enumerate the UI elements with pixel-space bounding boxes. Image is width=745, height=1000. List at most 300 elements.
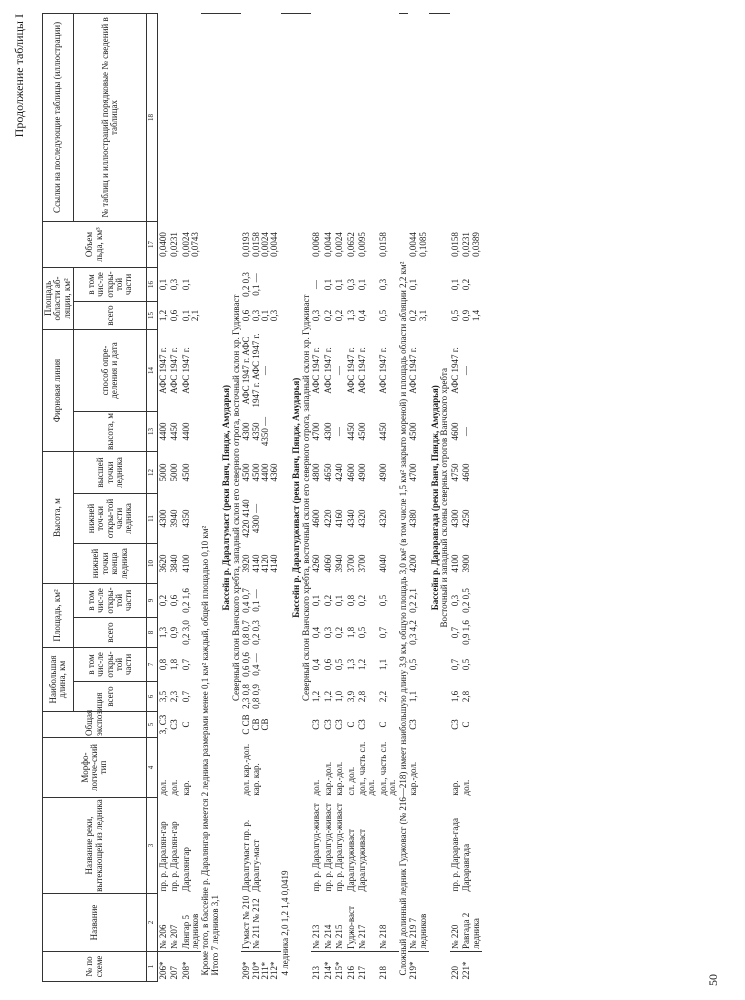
area-total: 0,8 0,7 0,2 0,3 — [241, 620, 261, 645]
height-end: 4060 — [322, 554, 333, 573]
length-open: 0,6 0,6 0,4 — — [241, 652, 261, 677]
height-top: 5000 — [157, 463, 168, 482]
header-name: Название — [43, 894, 147, 952]
table-row — [181, 13, 202, 981]
row-number: 216 — [346, 952, 357, 982]
ice-volume: 0,0095 — [356, 232, 367, 257]
height-end: 3700 — [356, 554, 367, 573]
morph-type: кар.-дол. — [334, 761, 345, 796]
area-total: 0,9 1,6 — [461, 620, 472, 645]
column-number: 11 — [147, 493, 157, 543]
firn-height: 4450 — [345, 422, 356, 441]
header-height-open-low: нижней точ-ки откры-той части ледника — [74, 493, 147, 543]
ablation-open: — — [311, 279, 322, 289]
length-total: 0,7 — [180, 690, 191, 703]
ice-volume: 0,0652 — [345, 232, 356, 257]
height-open: 4250 — [461, 509, 472, 528]
morph-type: сл. дол. — [345, 766, 356, 796]
ablation-open: 0,1 — [157, 278, 168, 291]
row-number: 206* — [157, 952, 169, 982]
area-total: 0,2 3,0 — [180, 620, 191, 645]
exposure: СЗ — [322, 719, 333, 730]
glacier-name: № 219 7 ледников — [408, 913, 428, 949]
height-top: 4600 — [345, 463, 356, 482]
ice-volume: 0,0044 — [322, 232, 333, 257]
area-total: 1,8 — [345, 626, 356, 639]
subheading-text: Восточный и западный склоны северных отрогов Ванчского хребта — [440, 13, 449, 981]
glacier-name: № 218 — [377, 924, 388, 949]
river-name: пр. р. Даралгуд-живаст — [322, 803, 333, 892]
ablation-total: 0,6 — [169, 309, 180, 322]
area-open: 0,1 — [311, 594, 322, 607]
length-open: 0,4 — [311, 658, 322, 671]
area-total: 0,3 — [322, 626, 333, 639]
morph-type: дол. — [157, 779, 168, 796]
header-ablation-open: в том чис-ле откры-той части — [74, 267, 147, 301]
header-refs: Ссылки на последующие таблицы (иллюстрации) — [43, 13, 74, 221]
header-refs-sub: № таблиц и иллюстраций порядковые № сведений в таблицах — [74, 13, 147, 221]
area-open: 0,1 — [334, 594, 345, 607]
slope-subheading — [232, 13, 241, 981]
morph-type: дол., часть сл. дол. — [377, 741, 398, 796]
height-open: 4220 — [322, 509, 333, 528]
firn-height: 4500 — [356, 422, 367, 441]
note-text: 4 ледника 2,0 1,2 1,4 0,0419 — [281, 13, 290, 981]
ice-volume: 0,0068 — [311, 232, 322, 257]
row-number: 215* — [334, 952, 345, 982]
ablation-open: 0,1 — [322, 278, 333, 291]
refs — [334, 13, 345, 221]
column-number: 17 — [147, 221, 157, 267]
header-length: Наибольшая длина, км — [43, 647, 74, 711]
refs — [323, 13, 334, 221]
area-open: 0,2 — [157, 594, 168, 607]
firn-method: АФС 1947 г. — [377, 347, 388, 394]
glacier-table — [42, 13, 482, 982]
height-open: 4300 — [449, 509, 460, 528]
firn-method: АФС 1947 г. — [408, 347, 419, 394]
length-total: 3,5 — [157, 690, 168, 703]
refs — [169, 13, 180, 221]
firn-height: 4600 — [449, 422, 460, 441]
area-total: 0,7 — [377, 626, 388, 639]
height-top: 4750 — [449, 463, 460, 482]
header-length-total: всего — [74, 682, 147, 712]
ice-volume: 0,0024 0,0743 — [180, 232, 200, 257]
height-open: 4320 — [377, 509, 388, 528]
basin-heading — [220, 13, 231, 981]
firn-method: АФС 1947 г. — [322, 347, 333, 394]
length-open: 1,2 — [356, 658, 367, 671]
height-open: 4160 — [334, 509, 345, 528]
height-end: 4100 — [180, 554, 191, 573]
height-top: 4900 — [377, 463, 388, 482]
table-header — [43, 13, 158, 981]
firn-height: 4450 — [377, 422, 388, 441]
morph-type: кар. — [449, 780, 460, 796]
height-top: 4500 4500 4400 4360 — [241, 463, 280, 482]
row-number: 207 — [169, 952, 180, 982]
morph-type: дол. — [311, 779, 322, 796]
area-total: 0,7 — [449, 626, 460, 639]
note-text: Итого 7 ледников 3,1 — [211, 13, 220, 981]
column-number: 9 — [147, 583, 157, 617]
row-number: 221* — [461, 952, 482, 982]
morph-type: кар.-дол. — [408, 761, 419, 796]
length-total: 2,3 0,8 0,8 0,9 — [241, 684, 261, 709]
column-number: 12 — [147, 451, 157, 493]
table-note — [211, 13, 220, 981]
river-name: пр. р. Даралгуд-живаст — [334, 803, 345, 892]
ablation-total: 1,3 — [345, 309, 356, 322]
river-name: Даралянгар — [180, 847, 191, 892]
firn-height: 4400 — [157, 422, 168, 441]
table-row — [323, 13, 334, 981]
column-number: 15 — [147, 301, 157, 329]
river-name: пр. р. Даралян-гар — [169, 821, 180, 892]
height-end: 3900 — [461, 554, 472, 573]
row-number: 218 — [378, 952, 399, 982]
length-total: 1,2 — [311, 690, 322, 703]
height-end: 3700 — [345, 554, 356, 573]
subheading-text: Северный склон Ванчского хребта, восточный склон его северного отрога, западный склон хр. Гудживаст — [302, 13, 311, 981]
table-row — [169, 13, 180, 981]
row-number: 208* — [181, 952, 202, 982]
exposure: СЗ — [449, 719, 460, 730]
table-row — [450, 13, 461, 981]
length-open: 1,1 — [377, 658, 388, 671]
header-area-open: в том чис-ле откры-той части — [74, 583, 147, 617]
length-open: 0,6 — [322, 658, 333, 671]
area-total: 1,3 — [157, 626, 168, 639]
header-length-open: в том чис-ле откры-той части — [74, 647, 147, 681]
exposure: СЗ — [408, 719, 419, 730]
height-open: 4340 — [345, 509, 356, 528]
ablation-total: 0,2 — [334, 309, 345, 322]
morph-type: дол., часть сл. дол. — [356, 741, 377, 796]
ablation-open: 0,1 — [408, 278, 419, 291]
length-total: 3,9 — [345, 690, 356, 703]
length-total: 1,2 — [322, 690, 333, 703]
height-top: 4700 — [408, 463, 419, 482]
morph-type: кар.-дол. — [322, 761, 333, 796]
height-end: 4100 — [449, 554, 460, 573]
continuation-title: Продолжение таблицы I — [12, 14, 26, 138]
length-total: 2,2 — [377, 690, 388, 703]
exposure: СЗ — [356, 719, 367, 730]
exposure: СЗ — [334, 719, 345, 730]
river-name — [378, 798, 399, 894]
slope-subheading — [302, 13, 311, 981]
refs — [378, 13, 399, 221]
column-number: 6 — [147, 682, 157, 712]
firn-height: 4300 4350 4350 — — [241, 416, 271, 447]
row-number: 219* — [408, 952, 429, 982]
header-ablation: Площадь области аб-ляции, км² — [43, 267, 74, 329]
firn-method: — — [461, 365, 472, 375]
length-open: 0,7 — [449, 658, 460, 671]
morph-type: кар. — [180, 780, 191, 796]
height-top: 4500 — [180, 463, 191, 482]
header-exposure: Общая экспозиция — [43, 712, 147, 738]
height-top: 4900 — [356, 463, 367, 482]
exposure: С — [345, 721, 356, 728]
area-total: 0,9 — [169, 626, 180, 639]
height-top: 4800 — [311, 463, 322, 482]
firn-height: — — [461, 426, 472, 436]
ablation-total: 0,5 — [449, 309, 460, 322]
morph-type: дол. — [169, 779, 180, 796]
length-total: 2,3 — [169, 690, 180, 703]
header-firn-height: высота, м — [74, 411, 147, 451]
refs — [346, 13, 357, 221]
column-number: 1 — [147, 952, 157, 982]
height-open: 3940 — [169, 509, 180, 528]
height-top: 4600 — [461, 463, 472, 482]
table-note — [201, 13, 210, 981]
river-name: Даралгумаст пр. р. Даралгу-маст — [241, 819, 261, 892]
ice-volume: 0,0231 — [169, 232, 180, 257]
height-open: 4350 — [180, 509, 191, 528]
note-text: Сложный долинный ледник Гуджовасг (№ 216—218) имеет наибольшую длину 3,9 км, общую площадь 3,0 км² (в том числе 1,5 км² закрыто мореной) и площадь области абляции 2,2 км² — [399, 13, 408, 981]
header-height: Высота, м — [43, 451, 74, 583]
ablation-open: 0,1 — [449, 278, 460, 291]
ice-volume: 0,0158 — [377, 232, 388, 257]
ablation-total: 0,9 1,4 — [461, 309, 481, 322]
header-firn: Фирновая линия — [43, 329, 74, 451]
length-open: 0,5 — [461, 658, 472, 671]
length-open: 0,8 — [157, 658, 168, 671]
firn-method: АФС 1947 г. — [345, 347, 356, 394]
firn-height: 4500 — [408, 422, 419, 441]
area-open: 0,8 — [345, 594, 356, 607]
firn-method: АФС 1947 г. — [157, 347, 168, 394]
table-row — [157, 13, 169, 981]
length-open: 1,3 — [345, 658, 356, 671]
ice-volume: 0,0044 0,1085 — [408, 232, 428, 257]
height-end: 4200 — [408, 554, 419, 573]
header-num: № по схеме — [43, 952, 147, 982]
length-total: 1,6 — [449, 690, 460, 703]
river-name: пр. р. Даралгуд-живаст — [311, 803, 322, 892]
ice-volume: 0,0231 0,0389 — [461, 232, 481, 257]
header-firn-method: способ опре-деления и дата — [74, 329, 147, 411]
ice-volume: 0,0024 — [334, 232, 345, 257]
heading-text: Бассейн р. Даралгудживаст (реки Ванч, Пяндж, Амударья) — [290, 13, 301, 981]
area-open: 0,2 2,1 — [408, 588, 419, 613]
height-top: 5000 — [169, 463, 180, 482]
column-number: 10 — [147, 543, 157, 583]
ablation-open: 0,1 — [356, 278, 367, 291]
ice-volume: 0,0400 — [157, 232, 168, 257]
row-number: 220 — [450, 952, 461, 982]
ablation-open: 0,3 — [169, 278, 180, 291]
height-end: 3940 — [334, 554, 345, 573]
table-row — [346, 13, 357, 981]
glacier-name: № 206 — [157, 924, 168, 949]
height-top: 4240 — [334, 463, 345, 482]
table-body — [157, 13, 482, 981]
column-numbers — [147, 13, 157, 981]
table-row — [334, 13, 345, 981]
column-number: 18 — [147, 13, 157, 221]
header-area-total: всего — [74, 617, 147, 647]
area-open: 0,5 — [377, 594, 388, 607]
table-row — [311, 13, 322, 981]
header-volume: Объем льда, км³ — [43, 221, 147, 267]
refs — [181, 13, 202, 221]
glacier-name: Равгада 2 ледника — [461, 912, 481, 949]
length-total: 1,1 — [408, 690, 419, 703]
height-end: 3620 — [157, 554, 168, 573]
column-number: 16 — [147, 267, 157, 301]
page-number: 50 — [706, 974, 720, 986]
ablation-open: 0,2 0,3 0,1 — — [241, 272, 261, 297]
length-total: 2,8 — [461, 690, 472, 703]
ablation-total: 1,2 — [157, 309, 168, 322]
ablation-open: 0,1 — [180, 278, 191, 291]
glacier-name: № 217 — [356, 924, 367, 949]
ablation-total: 0,3 — [311, 309, 322, 322]
area-open: 0,2 0,5 — [461, 588, 472, 613]
area-open: 0,6 — [169, 594, 180, 607]
ablation-open: 0,3 — [377, 278, 388, 291]
slope-subheading — [440, 13, 449, 981]
column-number: 3 — [147, 798, 157, 894]
length-open: 1,8 — [169, 658, 180, 671]
area-open: 0,4 0,7 0,1 — — [241, 588, 261, 613]
refs — [408, 13, 429, 221]
length-total: 1,0 — [334, 690, 345, 703]
area-total: 0,3 4,2 — [408, 620, 419, 645]
river-name: Дараравгада — [461, 843, 472, 892]
row-number: 217 — [357, 952, 378, 982]
ablation-total: 0,5 — [377, 309, 388, 322]
exposure: С — [377, 721, 388, 728]
firn-height: 4300 — [322, 422, 333, 441]
firn-method: АФС 1947 г. — [169, 347, 180, 394]
area-open: 0,2 — [322, 594, 333, 607]
area-total: 0,2 — [334, 626, 345, 639]
column-number: 5 — [147, 712, 157, 738]
area-open: 0,2 1,6 — [180, 588, 191, 613]
height-top: 4650 — [322, 463, 333, 482]
river-name: пр. р. Дарарав-гада — [449, 818, 460, 892]
table-note — [399, 13, 408, 981]
river-name — [408, 798, 429, 894]
refs — [357, 13, 378, 221]
morph-type: дол. кар.-дол. кар. кар. — [241, 743, 261, 796]
morph-type: дол. — [461, 779, 472, 796]
row-number: 213 — [311, 952, 322, 982]
header-height-top: высшей точки ледника — [74, 451, 147, 493]
refs — [157, 13, 169, 221]
exposure: СЗ — [311, 719, 322, 730]
length-open: 0,5 — [334, 658, 345, 671]
firn-method: — — [334, 365, 345, 375]
length-open: 0,5 — [408, 658, 419, 671]
table-note — [281, 13, 290, 981]
firn-method: АФС 1947 г. — [311, 347, 322, 394]
area-open: 0,3 — [449, 594, 460, 607]
note-text: Кроме того, в бассейне р. Даралянгар имеется 2 ледника размерами менее 0,1 км² каждый, общей площадью 0,10 км² — [201, 13, 210, 981]
row-number: 209* 210* 211* 212* — [241, 952, 281, 982]
table-row — [408, 13, 429, 981]
firn-height: 4400 — [180, 422, 191, 441]
ice-volume: 0,0158 — [449, 232, 460, 257]
firn-method: АФС 1947 г. АФС 1947 г. АФС 1947 г. — — [241, 333, 271, 408]
river-name: Даралгудживаст — [345, 829, 356, 892]
exposure: З, СЗ — [157, 714, 168, 735]
firn-height: — — [334, 426, 345, 436]
table-row — [461, 13, 482, 981]
ice-volume: 0,0193 0,0158 0,0024 0,0044 — [241, 232, 280, 257]
height-end: 4260 — [311, 554, 322, 573]
glacier-name: № 215 — [334, 924, 345, 949]
exposure: СЗ — [169, 719, 180, 730]
firn-method: АФС 1947 г. — [180, 347, 191, 394]
exposure: С — [180, 721, 191, 728]
length-open: 0,7 — [180, 658, 191, 671]
area-open: 0,2 — [356, 594, 367, 607]
height-open: 4320 — [356, 509, 367, 528]
heading-text: Бассейн р. Дараравгада (реки Ванч, Пяндж, Амударья) — [429, 13, 440, 981]
refs — [311, 13, 322, 221]
table-row — [378, 13, 399, 981]
ablation-total: 0,6 0,3 0,1 0,3 — [241, 309, 280, 322]
row-number: 214* — [323, 952, 334, 982]
glacier-name: № 213 — [311, 924, 322, 949]
table-row — [241, 13, 281, 981]
height-open: 4600 — [311, 509, 322, 528]
ablation-total: 0,2 3,1 — [408, 309, 428, 322]
firn-method: АФС 1947 г. — [356, 347, 367, 394]
heading-text: Бассейн р. Даралгумаст (реки Ванч, Пяндж, Амударья) — [220, 13, 231, 981]
firn-height: 4700 — [311, 422, 322, 441]
area-total: 0,5 — [356, 626, 367, 639]
header-height-end: нижней точки конца ледника — [74, 543, 147, 583]
header-morph: Морфо-логиче-ский тип — [43, 738, 147, 798]
ablation-total: 0,1 2,1 — [180, 309, 200, 322]
ablation-total: 0,4 — [356, 309, 367, 322]
column-number: 2 — [147, 894, 157, 952]
ablation-total: 0,2 — [322, 309, 333, 322]
column-number: 13 — [147, 411, 157, 451]
firn-height: 4450 — [169, 422, 180, 441]
glacier-name: № 214 — [322, 924, 333, 949]
river-name: Даралгудживаст — [356, 829, 367, 892]
height-open: 4300 — [157, 509, 168, 528]
glacier-name: Гумаст № 210 № 211 № 212 — [241, 895, 261, 949]
glacier-name: № 207 — [169, 924, 180, 949]
glacier-name: Лянгар 5 ледников — [180, 913, 200, 949]
ablation-open: 0,2 — [461, 278, 472, 291]
height-end: 3920 4140 4120 4140 — [241, 554, 280, 573]
river-name: пр. р. Даралян-гар — [157, 821, 168, 892]
height-open: 4220 4140 4300 — — [241, 499, 261, 538]
header-area: Площадь, км² — [43, 583, 74, 647]
refs — [241, 13, 281, 221]
ablation-open: 0,1 — [334, 278, 345, 291]
height-end: 4040 — [377, 554, 388, 573]
subheading-text: Северный склон Ванчского хребта, западный склон его северного отрога, восточный склон хр. Гудживаст — [232, 13, 241, 981]
table-row — [357, 13, 378, 981]
exposure: С — [461, 721, 472, 728]
glacier-name: № 220 — [449, 924, 460, 949]
height-end: 3840 — [169, 554, 180, 573]
refs — [461, 13, 482, 221]
area-total: 0,4 — [311, 626, 322, 639]
